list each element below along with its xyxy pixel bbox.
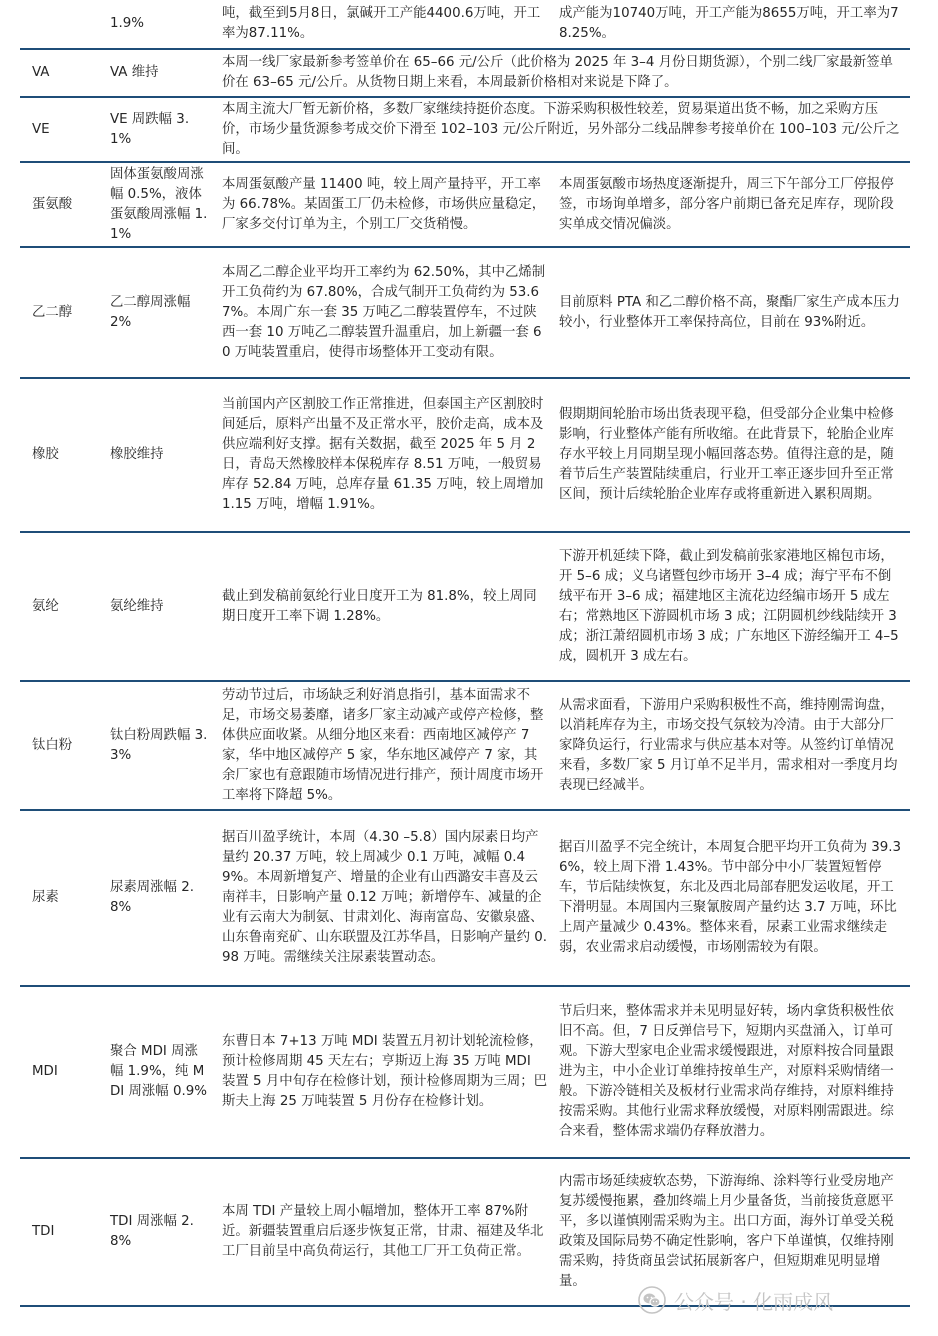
price-change: VE 周跌幅 3.1% bbox=[98, 97, 216, 162]
demand-text: 从需求面看，下游用户采购积极性不高，维持刚需询盘，以消耗库存为主，市场交投气氛较为冷清。由于大部分厂家降负运行，行业需求与供应基本对等。从签约订单情况来看，多数厂家 5 月订单不足半月，需求相对一季度月均表现已经减半。 bbox=[553, 681, 910, 810]
table-row bbox=[20, 162, 910, 247]
demand-text: 据百川盈孚不完全统计，本周复合肥平均开工负荷为 39.36%，较上周下滑 1.43%。节中部分中小厂装置短暂停车，节后陆续恢复，东北及西北局部春肥发运收尾，开工下滑明显。本周国内三聚氰胺周产量约达 3.7 万吨，环比上周产量减少 0.43%。整体来看，尿素工业需求继续走弱，农业需求启动缓慢，市场刚需较为有限。 bbox=[553, 810, 910, 986]
supply-text: 本周主流大厂暂无新价格，多数厂家继续持挺价态度。下游采购积极性较差，贸易渠道出货不畅，加之采购方压价，市场少量货源参考成交价下滑至 102–103 元/公斤附近，另外部分二线品牌参考接单价在 100–103 元/公斤之间。 bbox=[216, 97, 910, 162]
table-row bbox=[20, 97, 910, 162]
price-change: 聚合 MDI 周涨幅 1.9%，纯 MDI 周涨幅 0.9% bbox=[98, 986, 216, 1158]
supply-text: 本周蛋氨酸产量 11400 吨，较上周产量持平，开工率为 66.78%。某固蛋工厂仍未检修，市场供应量稳定，厂家多交付订单为主，个别工厂交货稍慢。 bbox=[216, 162, 553, 247]
table-row bbox=[20, 532, 910, 681]
watermark-text: 公众号 · 化雨成风 bbox=[674, 1289, 834, 1314]
demand-text: 下游开机延续下降，截止到发稿前张家港地区棉包市场，开 5–6 成；义乌诸暨包纱市场开 3–4 成；海宁平布不倒绒平布开 3–6 成；福建地区主流花边经编市场开 5 成左右；常熟地区下游圆机市场 3 成；江阴圆机纱线陆续开 3 成；浙江萧绍圆机市场 3 成；广东地区下游经编开工 4–5 成，圆机开 3 成左右。 bbox=[553, 532, 910, 681]
table-row bbox=[20, 247, 910, 378]
demand-text: 节后归来，整体需求并未见明显好转，场内拿货积极性依旧不高。但，7 日反弹信号下，短期内买盘涌入，订单可观。下游大型家电企业需求缓慢跟进，对原料按合同量跟进为主，中小企业订单维持按单生产，对原料采购情绪一般。下游冷链相关及板材行业需求尚存维持，对原料维持按需采购。其他行业需求释放缓慢，对原料刚需跟进。综合来看，整体需求端仍存释放潜力。 bbox=[553, 986, 910, 1158]
product-name: VE bbox=[20, 97, 98, 162]
demand-text: 内需市场延续疲软态势，下游海绵、涂料等行业受房地产复苏缓慢拖累，叠加终端上月少量备货，当前接货意愿平平，多以谨慎刚需采购为主。出口方面，海外订单受关税政策及国际局势不确定性影响，客户下单谨慎，仅维持刚需采购，持货商虽尝试拓展新客户，但短期难见明显增量。 bbox=[553, 1158, 910, 1306]
supply-text: 本周一线厂家最新参考签单价在 65–66 元/公斤（此价格为 2025 年 3–4 月份日期货源），个别二线厂家最新签单价在 63–65 元/公斤。从货物日期上来看，本周最新价格相对来说是下降了。 bbox=[216, 49, 910, 97]
supply-text: 当前国内产区割胶工作正常推进，但泰国主产区割胶时间延后，原料产出量不及正常水平，胶价走高，成本及供应端利好支撑。据有关数据，截至 2025 年 5 月 2 日，青岛天然橡胶样本保税库存 8.51 万吨，一般贸易库存 52.84 万吨，总库存量 61.35 万吨，较上周增加 1.15 万吨，增幅 1.91%。 bbox=[216, 378, 553, 532]
price-change: 氨纶维持 bbox=[98, 532, 216, 681]
product-name bbox=[20, 0, 98, 49]
product-name: 尿素 bbox=[20, 810, 98, 986]
product-name: VA bbox=[20, 49, 98, 97]
product-name: TDI bbox=[20, 1158, 98, 1306]
table-row bbox=[20, 810, 910, 986]
product-name: 氨纶 bbox=[20, 532, 98, 681]
product-name: 橡胶 bbox=[20, 378, 98, 532]
supply-text: 截止到发稿前氨纶行业日度开工为 81.8%，较上周同期日度开工率下调 1.28%。 bbox=[216, 532, 553, 681]
price-change: 1.9% bbox=[98, 0, 216, 49]
demand-text: 成产能为10740万吨，开工产能为8655万吨，开工率为78.25%。 bbox=[553, 0, 910, 49]
supply-text: 本周 TDI 产量较上周小幅增加，整体开工率 87%附近。新疆装置重启后逐步恢复正常，甘肃、福建及华北工厂目前呈中高负荷运行，其他工厂开工负荷正常。 bbox=[216, 1158, 553, 1306]
wechat-logo-icon bbox=[638, 1286, 666, 1314]
price-change: 固体蛋氨酸周涨幅 0.5%，液体蛋氨酸周涨幅 1.1% bbox=[98, 162, 216, 247]
price-change: 钛白粉周跌幅 3.3% bbox=[98, 681, 216, 810]
supply-text: 据百川盈孚统计，本周（4.30 –5.8）国内尿素日均产量约 20.37 万吨，较上周减少 0.1 万吨，减幅 0.49%。本周新增复产、增量的企业有山西潞安丰喜及云南祥丰，日影响产量 0.12 万吨；新增停车、减量的企业有云南大为制氨、甘肃刘化、海南富岛、安徽泉盛、山东鲁南兖矿、山东联盟及江苏华昌，日影响产量约 0.98 万吨。需继续关注尿素装置动态。 bbox=[216, 810, 553, 986]
product-name: 乙二醇 bbox=[20, 247, 98, 378]
price-change: VA 维持 bbox=[98, 49, 216, 97]
price-change: 乙二醇周涨幅 2% bbox=[98, 247, 216, 378]
product-name: 钛白粉 bbox=[20, 681, 98, 810]
demand-text: 目前原料 PTA 和乙二醇价格不高，聚酯厂家生产成本压力较小，行业整体开工率保持高位，目前在 93%附近。 bbox=[553, 247, 910, 378]
supply-text: 吨，截至到5月8日，氯碱开工产能4400.6万吨，开工率为87.11%。 bbox=[216, 0, 553, 49]
price-change: TDI 周涨幅 2.8% bbox=[98, 1158, 216, 1306]
demand-text: 本周蛋氨酸市场热度逐渐提升，周三下午部分工厂停报停签，市场询单增多，部分客户前期已备充足库存，现阶段实单成交情况偏淡。 bbox=[553, 162, 910, 247]
price-change: 橡胶维持 bbox=[98, 378, 216, 532]
table-row bbox=[20, 49, 910, 97]
supply-text: 劳动节过后，市场缺乏利好消息指引，基本面需求不足，市场交易萎靡，诸多厂家主动减产或停产检修，整体供应面收紧。从细分地区来看：西南地区减停产 7 家，华中地区减停产 5 家，华东地区减停产 7 家，其余厂家也有意跟随市场情况进行排产，预计周度市场开工率将下降超 5%。 bbox=[216, 681, 553, 810]
table-row bbox=[20, 681, 910, 810]
supply-text: 本周乙二醇企业平均开工率约为 62.50%，其中乙烯制开工负荷约为 67.80%，合成气制开工负荷约为 53.67%。本周广东一套 35 万吨乙二醇装置停车，不过陕西一套 10 万吨乙二醇装置升温重启，加上新疆一套 60 万吨装置重启，使得市场整体开工变动有限。 bbox=[216, 247, 553, 378]
table-row bbox=[20, 986, 910, 1158]
table-row bbox=[20, 378, 910, 532]
demand-text: 假期期间轮胎市场出货表现平稳，但受部分企业集中检修影响，行业整体产能有所收缩。在此背景下，轮胎企业库存水平较上月同期呈现小幅回落态势。值得注意的是，随着节后生产装置陆续重启，行业开工率正逐步回升至正常区间，预计后续轮胎企业库存或将重新进入累积周期。 bbox=[553, 378, 910, 532]
product-name: MDI bbox=[20, 986, 98, 1158]
market-table bbox=[20, 0, 910, 1307]
price-change: 尿素周涨幅 2.8% bbox=[98, 810, 216, 986]
watermark bbox=[638, 1282, 918, 1318]
product-name: 蛋氨酸 bbox=[20, 162, 98, 247]
supply-text: 东曹日本 7+13 万吨 MDI 装置五月初计划轮流检修，预计检修周期 45 天左右；亨斯迈上海 35 万吨 MDI 装置 5 月中旬存在检修计划，预计检修周期为三周；巴斯夫上海 25 万吨装置 5 月份存在检修计划。 bbox=[216, 986, 553, 1158]
table-row bbox=[20, 0, 910, 49]
